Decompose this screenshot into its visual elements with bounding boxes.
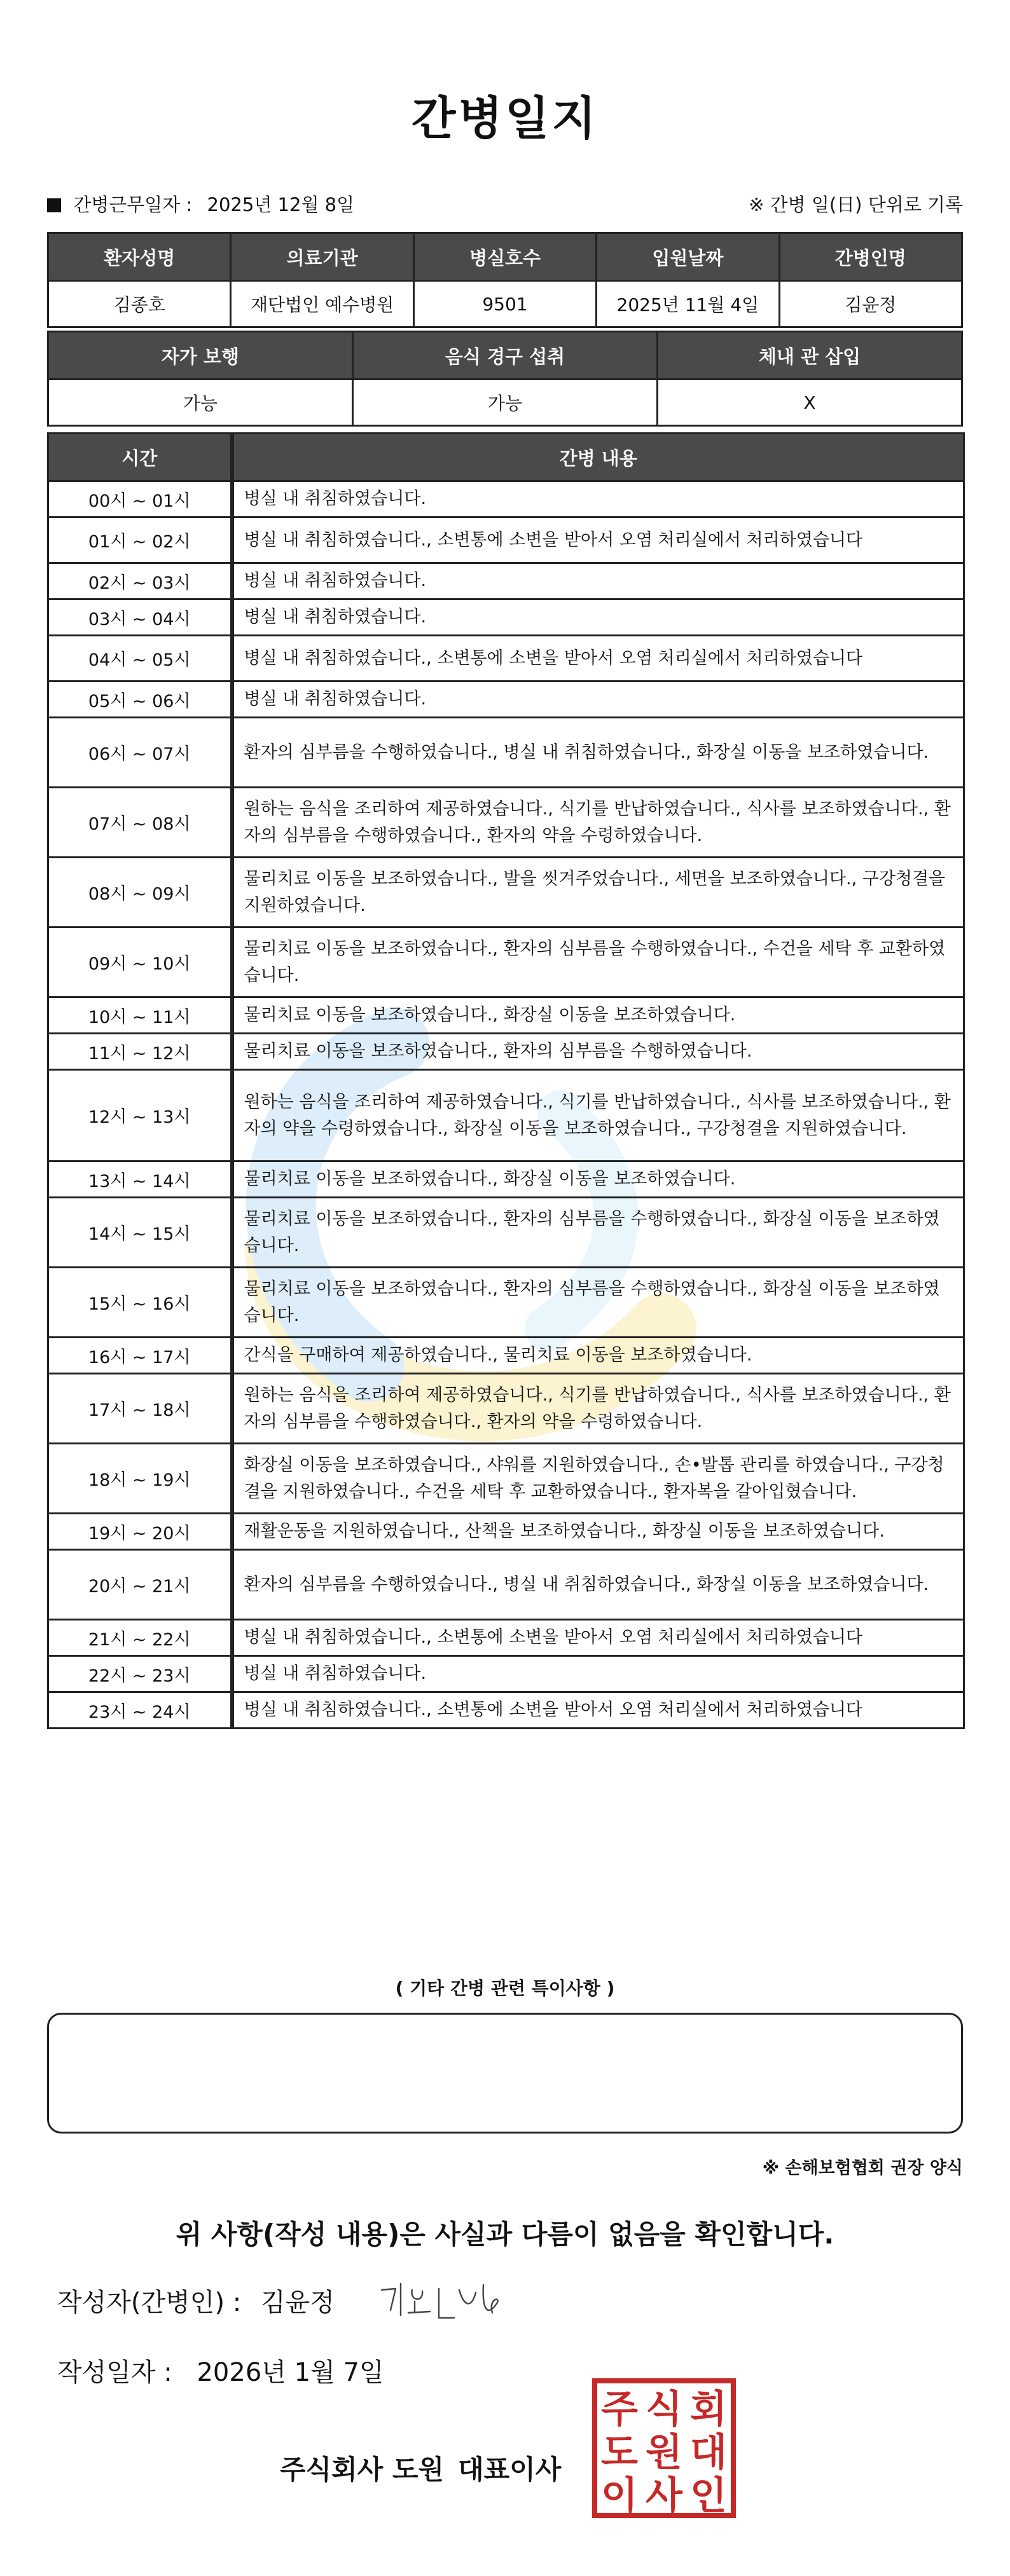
care-log-row — [48, 481, 964, 517]
care-log-row — [48, 718, 964, 788]
confirmation-statement: 위 사항(작성 내용)은 사실과 다름이 없음을 확인합니다. — [176, 2219, 834, 2250]
company-title: 대표이사 — [458, 2454, 562, 2485]
special-notes-box — [47, 2013, 963, 2134]
care-log-time: 23시 ~ 24시 — [48, 1692, 232, 1729]
care-log-table — [47, 432, 965, 1729]
header-admission-date: 입원날짜 — [597, 233, 779, 281]
care-log-time: 01시 ~ 02시 — [48, 517, 232, 563]
care-log-row — [48, 997, 964, 1034]
care-log-content: 병실 내 취침하였습니다. — [232, 563, 964, 599]
company-line — [280, 2449, 561, 2487]
admission-date: 2025년 11월 4일 — [597, 281, 779, 327]
care-log-row — [48, 1444, 964, 1514]
care-log-row — [48, 682, 964, 718]
patient-info-header-row — [48, 233, 962, 281]
header-tube-insertion: 체내 관 삽입 — [658, 332, 962, 380]
care-log-row — [48, 1692, 964, 1729]
header-patient-name: 환자성명 — [48, 233, 231, 281]
care-log-time: 10시 ~ 11시 — [48, 997, 232, 1034]
svg-text:이: 이 — [601, 2474, 638, 2518]
care-log-row — [48, 1620, 964, 1656]
care-log-content: 병실 내 취침하였습니다. — [232, 599, 964, 636]
care-log-content: 병실 내 취침하였습니다., 소변통에 소변을 받아서 오염 처리실에서 처리하였습니다 — [232, 1620, 964, 1656]
care-log-content: 물리치료 이동을 보조하였습니다., 화장실 이동을 보조하였습니다. — [232, 1161, 964, 1198]
care-log-row — [48, 1268, 964, 1338]
room-number: 9501 — [413, 281, 596, 327]
care-log-row — [48, 1198, 964, 1268]
svg-text:식: 식 — [646, 2387, 682, 2432]
svg-text:인: 인 — [690, 2474, 727, 2518]
oral-intake: 가능 — [353, 380, 658, 426]
care-log-row — [48, 858, 964, 928]
care-log-time: 16시 ~ 17시 — [48, 1338, 232, 1374]
care-log-row — [48, 1070, 964, 1161]
care-log-time: 05시 ~ 06시 — [48, 682, 232, 718]
svg-text:회: 회 — [690, 2387, 727, 2432]
square-bullet-icon — [47, 198, 61, 212]
care-log-time: 06시 ~ 07시 — [48, 718, 232, 788]
header-time: 시간 — [48, 434, 232, 481]
care-log-time: 22시 ~ 23시 — [48, 1656, 232, 1692]
svg-text:도: 도 — [601, 2430, 638, 2475]
care-log-row — [48, 563, 964, 599]
company-seal-stamp — [591, 2378, 737, 2519]
care-log-time: 03시 ~ 04시 — [48, 599, 232, 636]
care-log-content: 원하는 음식을 조리하여 제공하였습니다., 식기를 반납하였습니다., 식사를 보조하였습니다., 환자의 약을 수령하였습니다., 화장실 이동을 보조하였습니다., 구강청결을 지원하였습니다. — [232, 1070, 964, 1161]
care-log-time: 17시 ~ 18시 — [48, 1374, 232, 1444]
care-log-content: 환자의 심부름을 수행하였습니다., 병실 내 취침하였습니다., 화장실 이동을 보조하였습니다. — [232, 1550, 964, 1620]
care-log-time: 07시 ~ 08시 — [48, 788, 232, 858]
care-log-row — [48, 1514, 964, 1550]
care-log-content: 병실 내 취침하였습니다. — [232, 682, 964, 718]
caregiver-name: 김윤정 — [779, 281, 962, 327]
care-log-time: 19시 ~ 20시 — [48, 1514, 232, 1550]
header-hospital: 의료기관 — [231, 233, 413, 281]
header-caregiver-name: 간병인명 — [779, 233, 962, 281]
author-name: 김윤정 — [260, 2288, 335, 2317]
care-log-row — [48, 1161, 964, 1198]
care-log-time: 04시 ~ 05시 — [48, 636, 232, 682]
company-name: 주식회사 도원 — [280, 2454, 445, 2485]
special-notes-title: ( 기타 간병 관련 특이사항 ) — [395, 1978, 615, 1999]
header-care-content: 간병 내용 — [232, 434, 964, 481]
care-log-time: 09시 ~ 10시 — [48, 928, 232, 997]
patient-info-value-row — [48, 281, 962, 327]
care-log-content: 화장실 이동을 보조하였습니다., 샤워를 지원하였습니다., 손•발톱 관리를 하였습니다., 구강청결을 지원하였습니다., 수건을 세탁 후 교환하였습니다., 환자복을 갈아입혔습니다. — [232, 1444, 964, 1514]
author-line — [57, 2282, 335, 2319]
care-log-content: 물리치료 이동을 보조하였습니다., 환자의 심부름을 수행하였습니다., 화장실 이동을 보조하였습니다. — [232, 1198, 964, 1268]
care-log-row — [48, 1550, 964, 1620]
care-log-row — [48, 1034, 964, 1070]
care-log-content: 재활운동을 지원하였습니다., 산책을 보조하였습니다., 화장실 이동을 보조하였습니다. — [232, 1514, 964, 1550]
care-log-content: 원하는 음식을 조리하여 제공하였습니다., 식기를 반납하였습니다., 식사를 보조하였습니다., 환자의 심부름을 수행하였습니다., 환자의 약을 수령하였습니다. — [232, 788, 964, 858]
care-log-time: 13시 ~ 14시 — [48, 1161, 232, 1198]
author-label: 작성자(간병인) : — [57, 2288, 242, 2317]
care-log-row — [48, 1374, 964, 1444]
care-log-content: 물리치료 이동을 보조하였습니다., 환자의 심부름을 수행하였습니다. — [232, 1034, 964, 1070]
care-log-time: 11시 ~ 12시 — [48, 1034, 232, 1070]
care-log-row — [48, 928, 964, 997]
svg-text:주: 주 — [601, 2387, 638, 2432]
care-log-time: 15시 ~ 16시 — [48, 1268, 232, 1338]
hospital: 재단법인 예수병원 — [231, 281, 413, 327]
care-log-content: 물리치료 이동을 보조하였습니다., 환자의 심부름을 수행하였습니다., 수건을 세탁 후 교환하였습니다. — [232, 928, 964, 997]
record-unit-note: ※ 간병 일(日) 단위로 기록 — [749, 194, 963, 216]
tube-insertion: X — [658, 380, 962, 426]
header-self-walking: 자가 보행 — [48, 332, 353, 380]
patient-status-value-row — [48, 380, 962, 426]
patient-status-header-row — [48, 332, 962, 380]
care-log-content: 물리치료 이동을 보조하였습니다., 환자의 심부름을 수행하였습니다., 화장실 이동을 보조하였습니다. — [232, 1268, 964, 1338]
care-log-content: 환자의 심부름을 수행하였습니다., 병실 내 취침하였습니다., 화장실 이동을 보조하였습니다. — [232, 718, 964, 788]
work-date — [47, 191, 354, 217]
care-log-row — [48, 788, 964, 858]
care-log-time: 08시 ~ 09시 — [48, 858, 232, 928]
header-room-number: 병실호수 — [413, 233, 596, 281]
care-log-time: 14시 ~ 15시 — [48, 1198, 232, 1268]
written-date-value: 2026년 1월 7일 — [197, 2358, 384, 2387]
care-log-content: 병실 내 취침하였습니다., 소변통에 소변을 받아서 오염 처리실에서 처리하였습니다 — [232, 517, 964, 563]
patient-name: 김종호 — [48, 281, 231, 327]
care-log-row — [48, 636, 964, 682]
header-oral-intake: 음식 경구 섭취 — [353, 332, 658, 380]
care-log-time: 12시 ~ 13시 — [48, 1070, 232, 1161]
work-date-label: 간병근무일자 : — [73, 194, 193, 216]
patient-info-table — [47, 232, 963, 328]
care-log-time: 18시 ~ 19시 — [48, 1444, 232, 1514]
care-log-content: 물리치료 이동을 보조하였습니다., 화장실 이동을 보조하였습니다. — [232, 997, 964, 1034]
care-log-content: 병실 내 취침하였습니다., 소변통에 소변을 받아서 오염 처리실에서 처리하였습니다 — [232, 636, 964, 682]
care-log-time: 02시 ~ 03시 — [48, 563, 232, 599]
document-title: 간병일지 — [411, 92, 599, 145]
care-log-content: 병실 내 취침하였습니다. — [232, 1656, 964, 1692]
source-note: ※ 손해보험협회 권장 양식 — [762, 2158, 963, 2178]
work-date-value: 2025년 12월 8일 — [207, 194, 355, 216]
care-log-content: 원하는 음식을 조리하여 제공하였습니다., 식기를 반납하였습니다., 식사를 보조하였습니다., 환자의 심부름을 수행하였습니다., 환자의 약을 수령하였습니다. — [232, 1374, 964, 1444]
written-date-label: 작성일자 : — [57, 2358, 172, 2387]
care-log-content: 물리치료 이동을 보조하였습니다., 발을 씻겨주었습니다., 세면을 보조하였습니다., 구강청결을 지원하였습니다. — [232, 858, 964, 928]
svg-text:대: 대 — [690, 2430, 727, 2475]
handwritten-signature — [375, 2271, 502, 2328]
care-log-header-row — [48, 434, 964, 481]
care-log-row — [48, 599, 964, 636]
care-log-content: 병실 내 취침하였습니다., 소변통에 소변을 받아서 오염 처리실에서 처리하였습니다 — [232, 1692, 964, 1729]
self-walking: 가능 — [48, 380, 353, 426]
svg-text:원: 원 — [646, 2430, 682, 2475]
care-log-content: 병실 내 취침하였습니다. — [232, 481, 964, 517]
care-log-time: 20시 ~ 21시 — [48, 1550, 232, 1620]
care-log-body — [48, 481, 964, 1729]
care-log-row — [48, 1338, 964, 1374]
svg-text:사: 사 — [646, 2474, 682, 2518]
patient-status-table — [47, 331, 963, 427]
written-date-line — [57, 2352, 384, 2388]
care-log-time: 21시 ~ 22시 — [48, 1620, 232, 1656]
care-log-content: 간식을 구매하여 제공하였습니다., 물리치료 이동을 보조하였습니다. — [232, 1338, 964, 1374]
care-log-time: 00시 ~ 01시 — [48, 481, 232, 517]
care-log-row — [48, 1656, 964, 1692]
care-log-row — [48, 517, 964, 563]
